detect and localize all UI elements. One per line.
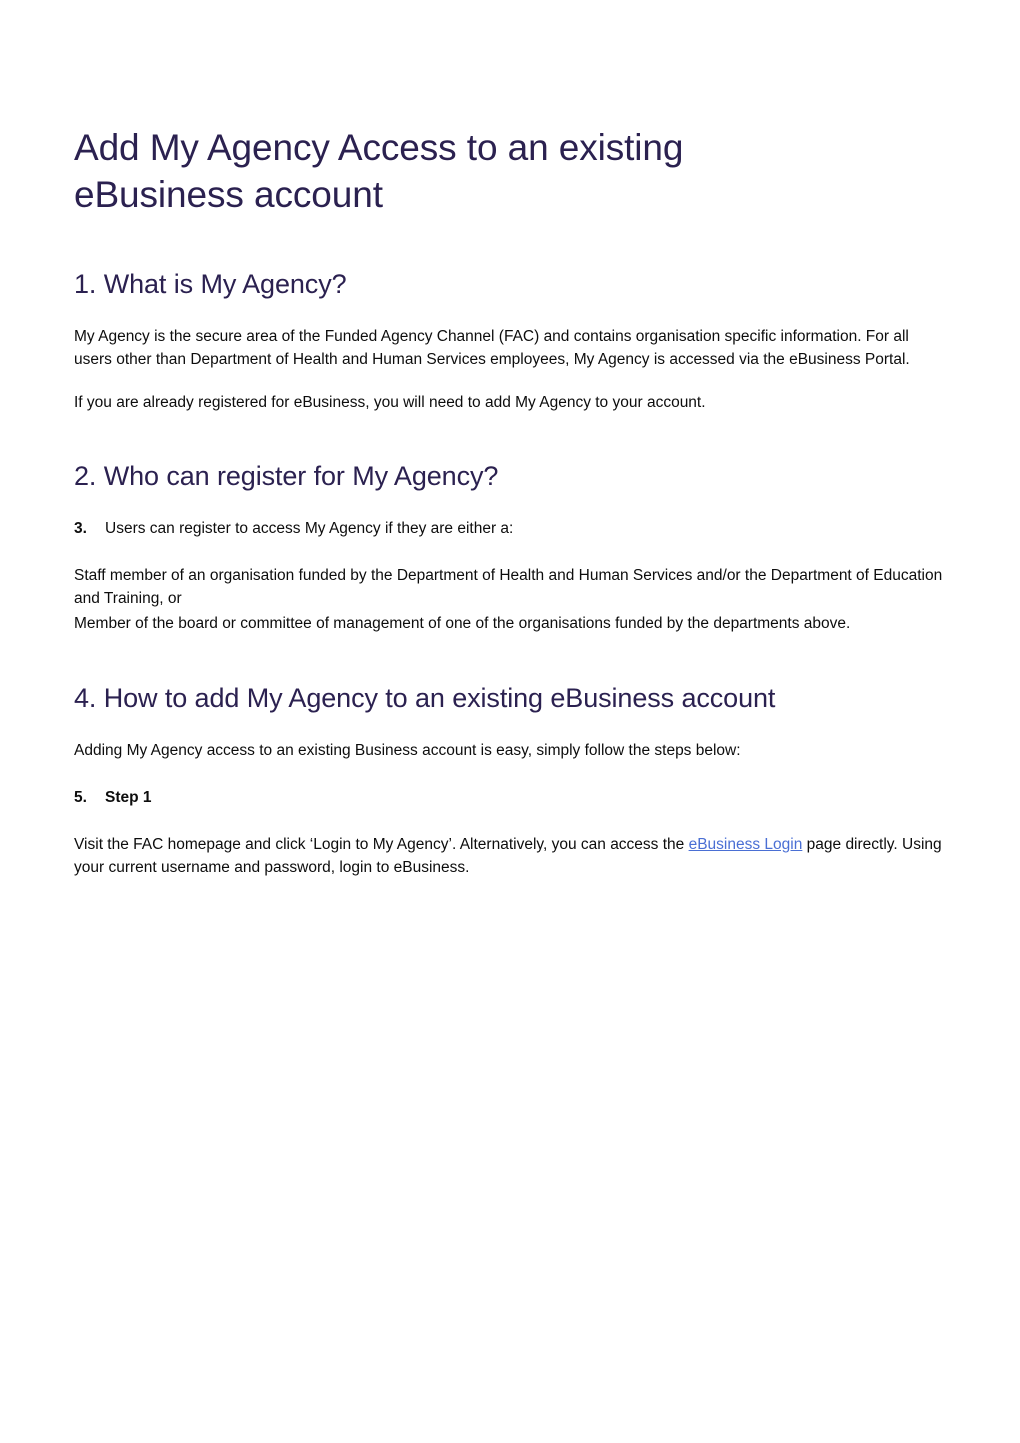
section-2-paragraph-2: Member of the board or committee of management of one of the organisations funded by the departments above. (74, 615, 851, 632)
step-label: Step 1 (105, 789, 152, 806)
step-list-item (74, 786, 946, 809)
section-heading-1: 1. What is My Agency? (74, 269, 347, 299)
document-content (74, 124, 946, 879)
list-item-label: Users can register to access My Agency if they are either a: (105, 520, 514, 537)
list-item-marker: 3. (74, 520, 87, 537)
section-1-paragraph-2: If you are already registered for eBusiness, you will need to add My Agency to your account. (74, 394, 706, 411)
section-2-paragraph-1: Staff member of an organisation funded by the Department of Health and Human Services and/or the Department of Education and Training, or (74, 567, 943, 607)
list-item (74, 517, 946, 540)
step-marker: 5. (74, 789, 87, 806)
page-title: Add My Agency Access to an existing eBusiness account (74, 127, 684, 215)
step-text-before-link: Visit the FAC homepage and click ‘Login to My Agency’. Alternatively, you can access the (74, 836, 689, 853)
step-1-body-paragraph (74, 833, 946, 879)
section-1-paragraph-1: My Agency is the secure area of the Funded Agency Channel (FAC) and contains organisation specific information. For all users other than Department of Health and Human Services employees, My Agency is accessed via the eBusiness Portal. (74, 328, 910, 368)
section-heading-2: 2. Who can register for My Agency? (74, 461, 499, 491)
section-heading-4: 4. How to add My Agency to an existing eBusiness account (74, 683, 776, 713)
step-text-after-link: page directly. Using your current username and password, login to eBusiness. (74, 836, 942, 876)
ebusiness-login-link[interactable]: eBusiness Login (688, 836, 803, 853)
section-4-intro-paragraph: Adding My Agency access to an existing Business account is easy, simply follow the steps below: (74, 742, 741, 759)
